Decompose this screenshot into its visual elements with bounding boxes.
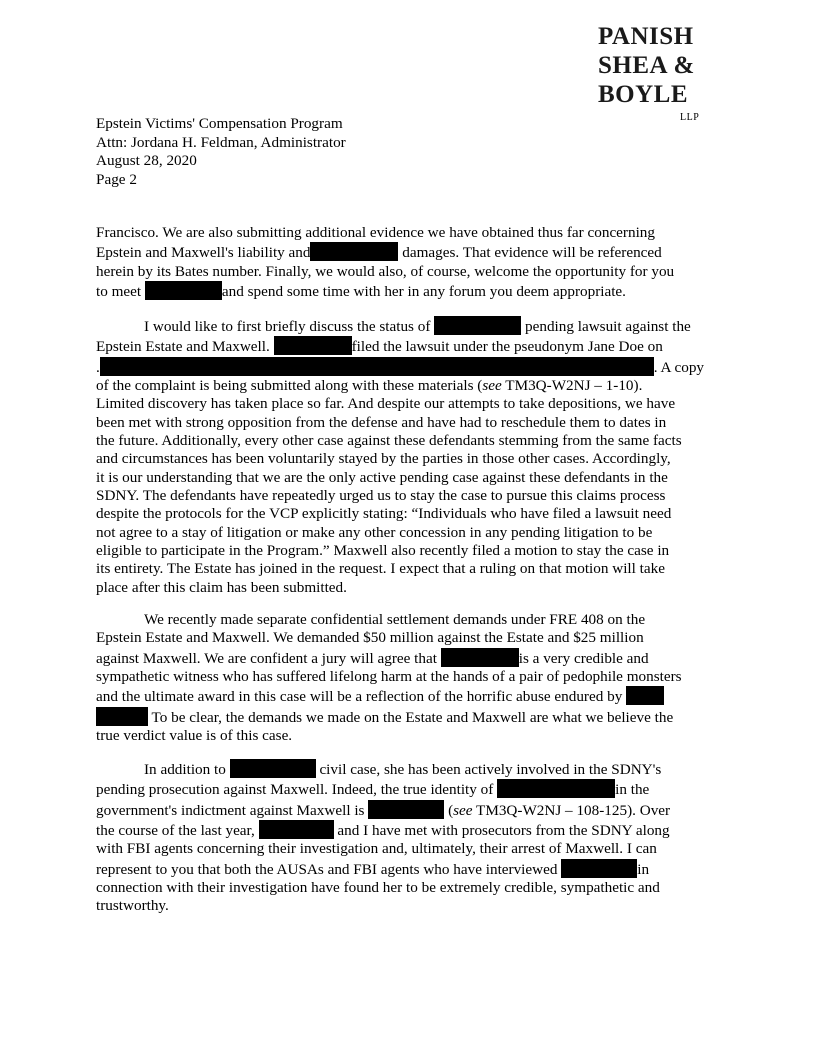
text-line: against Maxwell. We are confident a jury will agree that is a very credible and xyxy=(96,649,649,667)
text-line: Epstein Estate and Maxwell. We demanded $50 million against the Estate and $25 million xyxy=(96,629,644,647)
logo-line-1: PANISH xyxy=(598,23,694,50)
paragraph-1 xyxy=(96,224,736,301)
logo-llp: LLP xyxy=(680,112,700,123)
paragraph-4 xyxy=(96,759,736,916)
text-line: herein by its Bates number. Finally, we would also, of course, welcome the opportunity for you xyxy=(96,262,675,280)
firm-logo xyxy=(598,22,708,123)
text-line: represent to you that both the AUSAs and FBI agents who have interviewed in xyxy=(96,860,650,878)
recipient-line: Epstein Victims' Compensation Program xyxy=(96,115,343,132)
text-line: with FBI agents concerning their investigation and, ultimately, their arrest of Maxwell. I can xyxy=(96,840,657,858)
text-line: connection with their investigation have found her to be extremely credible, sympathetic and xyxy=(96,879,660,897)
text-line: despite the protocols for the VCP explicitly stating: “Individuals who have filed a lawsuit need xyxy=(96,505,672,523)
text-line: been met with strong opposition from the defense and have had to reschedule them to dates in xyxy=(96,413,667,431)
text-line: We recently made separate confidential settlement demands under FRE 408 on the xyxy=(144,611,646,628)
text-line: place after this claim has been submitted. xyxy=(96,578,347,596)
text-line: Epstein Estate and Maxwell. filed the lawsuit under the pseudonym Jane Doe on xyxy=(96,338,663,356)
redaction-box xyxy=(274,336,352,355)
text-line: to meet and spend some time with her in any forum you deem appropriate. xyxy=(96,283,626,301)
text-line: not agree to a stay of litigation or make any other concession in any pending litigation to be xyxy=(96,523,653,541)
logo-line-3: BOYLE xyxy=(598,81,689,108)
date-line: August 28, 2020 xyxy=(96,152,197,170)
text-line: . . A copy xyxy=(96,358,705,376)
redaction-box xyxy=(100,357,654,376)
redaction-box xyxy=(145,281,222,300)
logo-line-2: SHEA & xyxy=(598,52,695,79)
text-line: sympathetic witness who has suffered lifelong harm at the hands of a pair of pedophile monsters xyxy=(96,668,682,686)
text-line: of the complaint is being submitted along with these materials (see TM3Q-W2NJ – 1-10). xyxy=(96,377,643,395)
text-line: the future. Additionally, every other case against these defendants stemming from the same facts xyxy=(96,432,682,450)
text-line: pending prosecution against Maxwell. Indeed, the true identity of in the xyxy=(96,781,650,799)
text-line: and circumstances has been voluntarily stayed by the parties in those other cases. Accordingly, xyxy=(96,450,671,468)
text-line: its entirety. The Estate has joined in the request. I expect that a ruling on that motion will take xyxy=(96,560,665,578)
letter-header xyxy=(96,115,346,189)
text-line: eligible to participate in the Program.” Maxwell also recently filed a motion to stay the case in xyxy=(96,542,670,560)
redaction-box xyxy=(310,242,398,261)
redaction-box xyxy=(434,316,521,335)
paragraph-2 xyxy=(96,316,736,597)
text-line: it is our understanding that we are the only active pending case against these defendants in the xyxy=(96,468,668,486)
redaction-box xyxy=(96,707,148,726)
text-line: trustworthy. xyxy=(96,897,169,915)
text-line: To be clear, the demands we made on the Estate and Maxwell are what we believe the xyxy=(96,707,736,727)
redaction-box xyxy=(497,779,615,798)
text-line: true verdict value is of this case. xyxy=(96,727,293,745)
page-number: Page 2 xyxy=(96,170,137,188)
text-line: the course of the last year, and I have met with prosecutors from the SDNY along xyxy=(96,822,670,840)
redaction-box xyxy=(368,800,444,819)
paragraph-3 xyxy=(96,611,736,745)
text-line: In addition to civil case, she has been actively involved in the SDNY's xyxy=(144,761,662,778)
attention-line: Attn: Jordana H. Feldman, Administrator xyxy=(96,133,346,151)
text-line: I would like to first briefly discuss the status of pending lawsuit against the xyxy=(144,318,691,335)
text-line: and the ultimate award in this case will be a reflection of the horrific abuse endured by xyxy=(96,686,736,706)
redaction-box xyxy=(230,759,316,778)
text-line: Francisco. We are also submitting additional evidence we have obtained thus far concerning xyxy=(96,224,655,241)
redaction-box xyxy=(259,820,334,839)
text-line: Limited discovery has taken place so far. And despite our attempts to take depositions, we have xyxy=(96,395,676,413)
text-line: government's indictment against Maxwell is (see TM3Q-W2NJ – 108-125). Over xyxy=(96,801,671,819)
text-line: Epstein and Maxwell's liability and damages. That evidence will be referenced xyxy=(96,244,662,262)
redaction-box xyxy=(561,859,637,878)
redaction-box xyxy=(626,686,664,705)
redaction-box xyxy=(441,648,519,667)
text-line: SDNY. The defendants have repeatedly urged us to stay the case to pursue this claims process xyxy=(96,487,666,505)
